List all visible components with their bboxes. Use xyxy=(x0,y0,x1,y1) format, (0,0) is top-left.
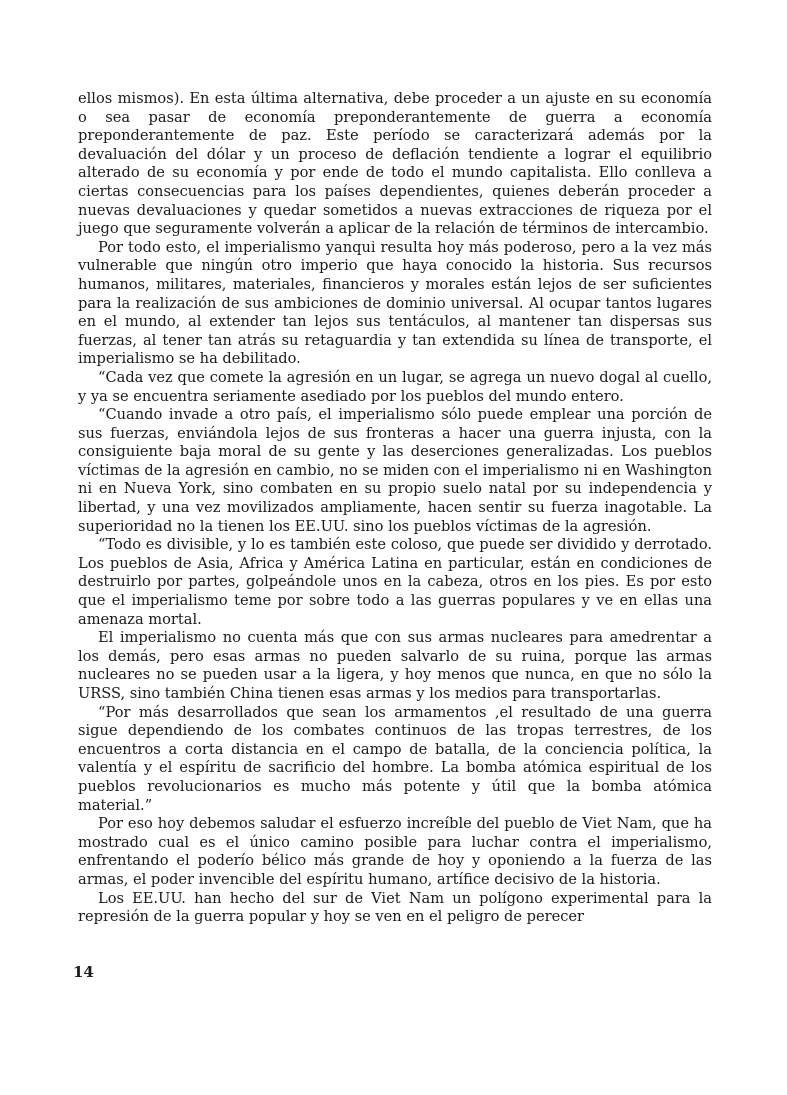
paragraph: Por todo esto, el imperialismo yanqui resulta hoy más poderoso, pero a la vez más vulnerable que ningún otro imperio que haya conocido la historia. Sus recursos humanos, militares, materiales, financieros y morales están lejos de ser suficientes para la realización de sus ambiciones de dominio universal. Al ocupar tantos lugares en el mundo, al extender tan lejos sus tentáculos, al mantener tan dispersas sus fuerzas, al tener tan atrás su retaguardia y tan extendida su línea de transporte, el imperialismo se ha debilitado. xyxy=(78,238,712,368)
paragraph: “Cada vez que comete la agresión en un lugar, se agrega un nuevo dogal al cuello, y ya se encuentra seriamente asediado por los pueblos del mundo entero. xyxy=(78,368,712,405)
paragraph: “Todo es divisible, y lo es también este coloso, que puede ser dividido y derrotado. Los pueblos de Asia, Africa y América Latina en particular, están en condiciones de destruirlo por partes, golpeándole unos en la cabeza, otros en los pies. Es por esto que el imperialismo teme por sobre todo a las guerras populares y ve en ellas una amenaza mortal. xyxy=(78,536,712,628)
paragraph: El imperialismo no cuenta más que con sus armas nucleares para amedrentar a los demás, pero esas armas no pueden salvarlo de su ruina, porque las armas nucleares no se pueden usar a la ligera, y hoy menos que nunca, en que no sólo la URSS, sino también China tienen esas armas y los medios para transportarlas. xyxy=(78,629,712,702)
paragraph: Los EE.UU. han hecho del sur de Viet Nam un polígono experimental para la represión de la guerra popular y hoy se ven en el peligro de perecer xyxy=(78,889,712,926)
paragraph: Por eso hoy debemos saludar el esfuerzo increíble del pueblo de Viet Nam, que ha mostrado cual es el único camino posible para luchar contra el imperialismo, enfrentando el poderío bélico más grande de hoy y oponiendo a la fuerza de las armas, el poder invencible del espíritu humano, artífice decisivo de la historia. xyxy=(78,815,712,888)
body-text xyxy=(78,90,712,927)
paragraph-continuation: ellos mismos). En esta última alternativa, debe proceder a un ajuste en su economía o sea pasar de economía preponderantemente de guerra a economía preponderantemente de paz. Este período se caracterizará además por la devaluación del dólar y un proceso de deflación tendiente a lograr el equilibrio alterado de su economía y por ende de todo el mundo capitalista. Ello conlleva a ciertas consecuencias para los países dependientes, quienes deberán proceder a nuevas devaluaciones y quedar sometidos a nuevas extracciones de riqueza por el juego que seguramente volverán a aplicar de la relación de términos de intercambio. xyxy=(78,90,712,238)
paragraph: “Por más desarrollados que sean los armamentos ,el resultado de una guerra sigue dependiendo de los combates continuos de las tropas terrestres, de los encuentros a corta distancia en el campo de batalla, de la conciencia política, la valentía y el espíritu de sacrificio del hombre. La bomba atómica espiritual de los pueblos revolucionarios es mucho más potente y útil que la bomba atómica material.” xyxy=(78,703,712,814)
paragraph: “Cuando invade a otro país, el imperialismo sólo puede emplear una porción de sus fuerzas, enviándola lejos de sus fronteras a hacer una guerra injusta, con la consiguiente baja moral de su gente y las deserciones generalizadas. Los pueblos víctimas de la agresión en cambio, no se miden con el imperialismo ni en Washington ni en Nueva York, sino combaten en su propio suelo natal por su independencia y libertad, y una vez movilizados ampliamente, hacen sentir su fuerza inagotable. La superioridad no la tienen los EE.UU. sino los pueblos víctimas de la agresión. xyxy=(78,406,712,535)
page-number: 14 xyxy=(73,963,94,981)
